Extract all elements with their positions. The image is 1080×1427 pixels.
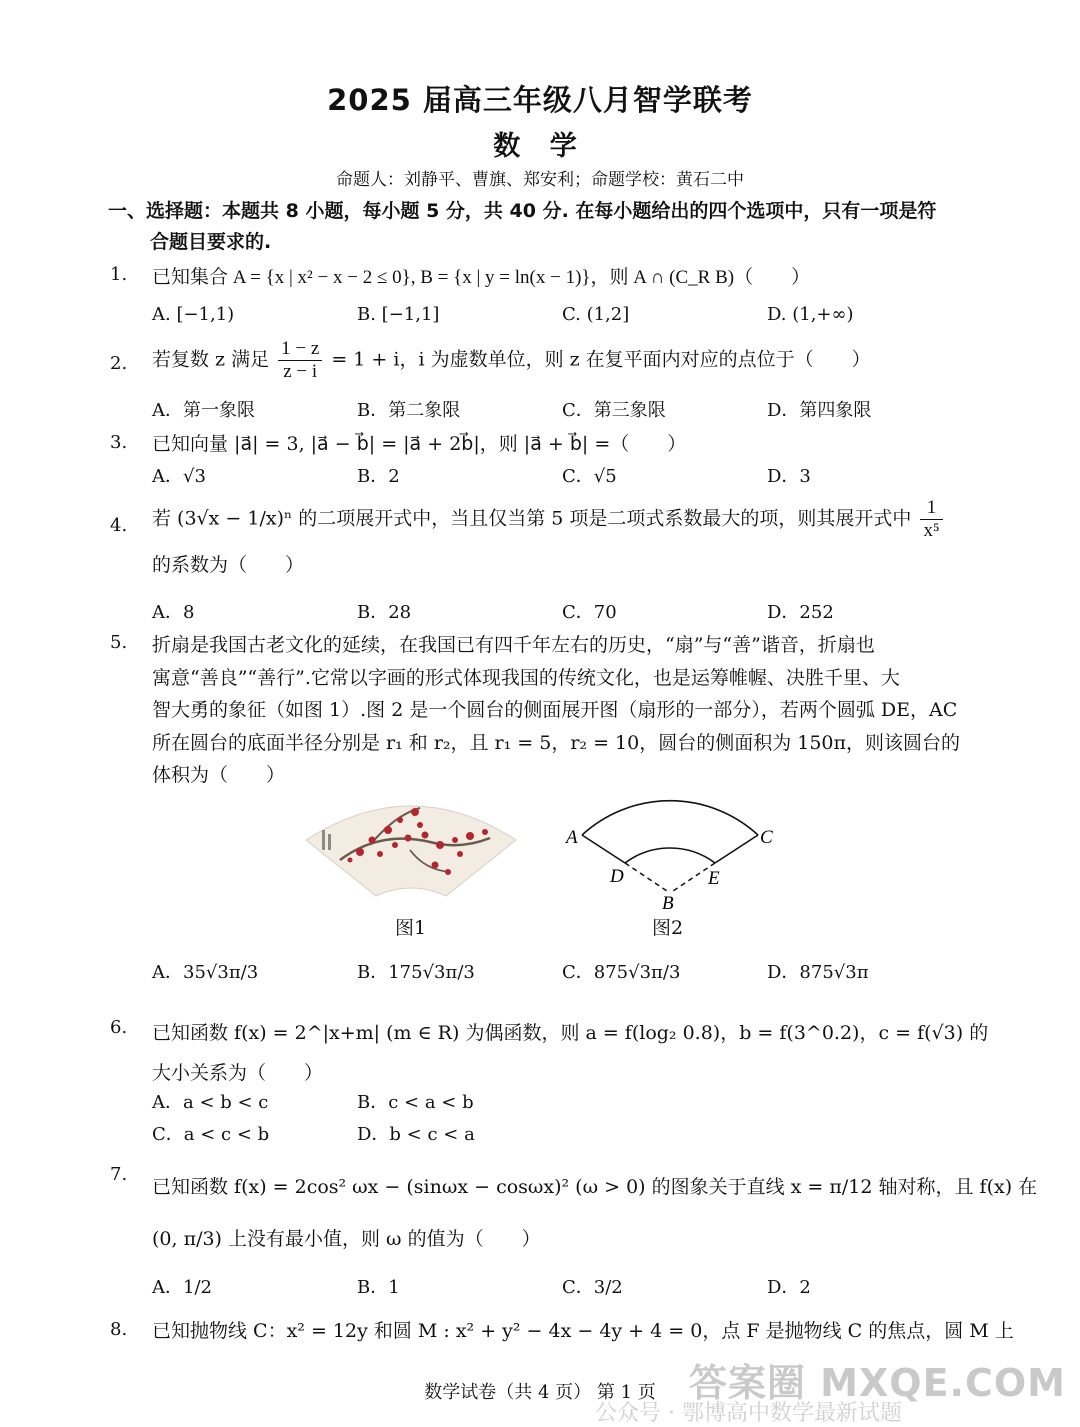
question-line: 折扇是我国古老文化的延续，在我国已有四千年左右的历史，“扇”与“善”谐音，折扇也 [152,634,875,656]
option-c: C．√5 [562,466,617,487]
question-number: 4. [110,515,128,536]
question-number: 3. [110,432,128,453]
question-line: 寓意“善良”“善行”.它常以字画的形式体现我国的传统文化，也是运筹帷幄、决胜千里、大 [152,666,900,689]
question-text: 已知集合 A = {x | x² − x − 2 ≤ 0}, B = {x | y = ln(x − 1)}，则 A ∩ (C_R B)（ ） [152,267,811,288]
point-label-d: D [610,866,624,887]
question-text-b: 的系数为（ ） [152,554,305,576]
fraction-numerator: 1 − z [278,338,322,361]
question-line: 体积为（ ） [152,764,286,786]
annular-sector-figure [560,785,785,910]
question-number: 2. [110,353,128,374]
point-label-c: C [760,827,773,848]
question-line: (0, π/3) 上没有最小值，则 ω 的值为（ ） [152,1228,541,1250]
question-text-b: = 1 + i，i 为虚数单位，则 z 在复平面内对应的点位于（ ） [331,348,871,371]
fraction-denominator: z − i [283,361,318,382]
figure-1-caption: 图1 [395,917,427,939]
point-label-a: A [566,827,578,848]
question-line: 已知函数 f(x) = 2^|x+m| (m ∈ R) 为偶函数，则 a = f(log₂ 0.8)，b = f(3^0.2)，c = f(√3) 的 [152,1022,989,1044]
option-b: B．c < a < b [357,1092,474,1113]
option-b: B．2 [357,466,400,487]
option-d: D．第四象限 [767,400,872,421]
fraction [278,338,322,383]
question-number: 8. [110,1319,128,1340]
question-number: 7. [110,1164,128,1185]
option-b: B. [−1,1] [357,304,440,325]
question-line: 智大勇的象征（如图 1）.图 2 是一个圆台的侧面展开图（扇形的一部分），若两个圆弧 DE，AC [152,699,958,721]
figure-2-caption: 图2 [652,917,684,939]
option-b: B．1 [357,1277,400,1298]
option-a: A. [−1,1) [152,304,235,325]
option-c: C．a < c < b [152,1124,270,1145]
option-a: A．8 [152,602,195,623]
question-text: 已知抛物线 C：x² = 12y 和圆 M : x² + y² − 4x − 4y + 4 = 0，点 F 是抛物线 C 的焦点，圆 M 上 [152,1320,1014,1342]
point-label-e: E [708,868,720,889]
option-d: D．2 [767,1277,811,1298]
option-c: C．875√3π/3 [562,962,681,983]
question-text [152,338,871,383]
option-c: C. (1,2] [562,304,630,325]
page-footer: 数学试卷（共 4 页） 第 1 页 [424,1382,656,1403]
fraction [920,497,942,542]
question-text [152,1161,1037,1265]
question-number: 5. [110,632,128,653]
question-text-a: 若复数 z 满足 [152,348,270,371]
watermark-text: 公众号 · 鄂博高中数学最新试题 [595,1401,902,1426]
option-d: D. (1,+∞) [767,304,854,325]
question-text [152,497,972,580]
option-b: B．28 [357,602,412,623]
section-heading-line2: 合题目要求的. [150,231,272,253]
option-d: D．252 [767,602,834,623]
option-a: A．第一象限 [152,400,255,421]
exam-title: 2025 届高三年级八月智学联考 [327,83,753,117]
option-a: A．1/2 [152,1277,212,1298]
option-c: C．3/2 [562,1277,623,1298]
fan-painting-figure [300,790,522,900]
fraction-denominator: x⁵ [923,520,940,541]
question-line: 所在圆台的底面半径分别是 r₁ 和 r₂，且 r₁ = 5，r₂ = 10，圆台的侧面积为 150π，则该圆台的 [152,731,961,754]
option-c: C．第三象限 [562,400,666,421]
question-text: 已知向量 |a⃗| = 3, |a⃗ − b⃗| = |a⃗ + 2b⃗|，则 |a⃗ + b⃗| =（ ） [152,433,687,455]
question-text-a: 若 (3√x − 1/x)ⁿ 的二项展开式中，当且仅当第 5 项是二项式系数最大的项，则其展开式中 [152,507,912,530]
option-a: A．a < b < c [152,1092,269,1113]
section-heading [108,196,978,258]
section-heading-line1: 一、选择题：本题共 8 小题，每小题 5 分，共 40 分. 在每小题给出的四个选项中，只有一项是符 [108,200,937,222]
point-label-b: B [662,893,674,910]
watermark-logo: 答案圈 MXQE.COM [688,1361,1066,1405]
subject-title: 数 学 [493,131,587,162]
option-b: B．第二象限 [357,400,461,421]
question-text [152,629,960,792]
question-line: 大小关系为（ ） [152,1062,324,1084]
option-d: D．875√3π [767,962,869,983]
question-number: 1. [110,264,128,285]
authors-line: 命题人：刘静平、曹旗、郑安利；命题学校：黄石二中 [336,170,744,190]
option-a: A．√3 [152,466,206,487]
option-c: C．70 [562,602,617,623]
fraction-numerator: 1 [920,497,942,520]
option-d: D．3 [767,466,811,487]
option-d: D．b < c < a [357,1124,475,1145]
question-number: 6. [110,1017,128,1038]
question-text [152,1013,988,1093]
option-a: A．35√3π/3 [152,962,259,983]
question-line: 已知函数 f(x) = 2cos² ωx − (sinωx − cosωx)² (ω > 0) 的图象关于直线 x = π/12 轴对称，且 f(x) 在 [152,1176,1038,1198]
option-b: B．175√3π/3 [357,962,475,983]
